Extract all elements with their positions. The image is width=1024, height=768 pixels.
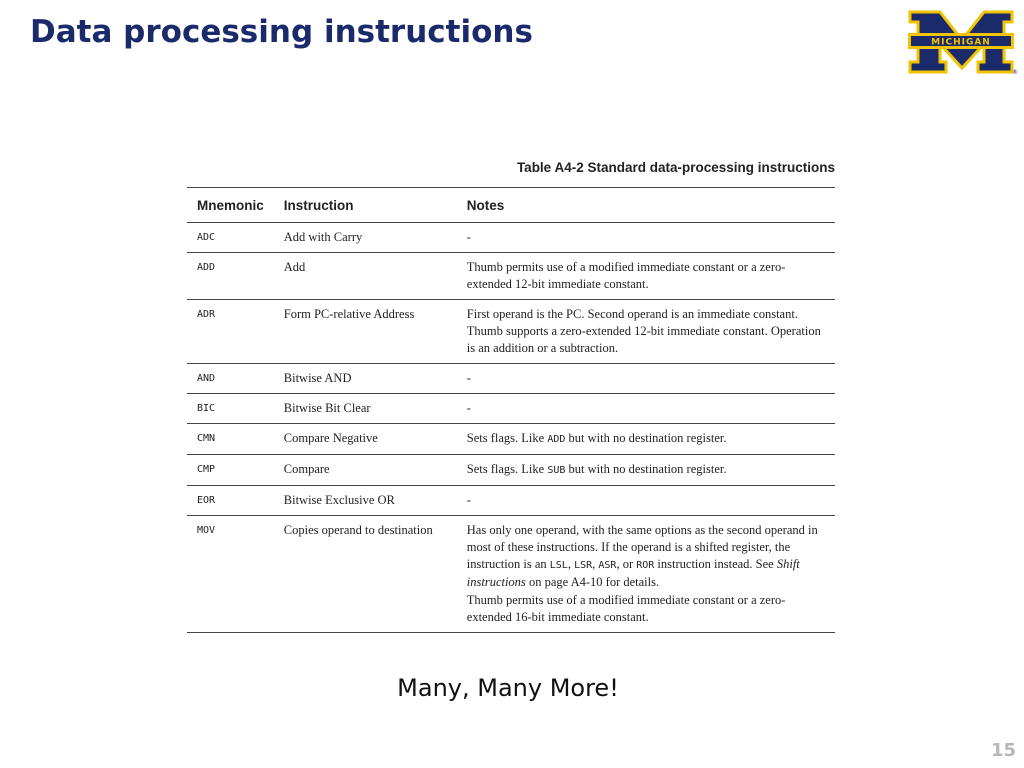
logo-registered-mark: ® [1012, 69, 1018, 76]
notes-text: , or [616, 557, 637, 571]
instruction-cell: Bitwise Bit Clear [274, 394, 457, 424]
instruction-cell: Bitwise AND [274, 364, 457, 394]
table-caption: Table A4-2 Standard data-processing instructions [516, 160, 835, 175]
table-row [187, 486, 835, 516]
notes-text: Sets flags. Like [466, 462, 548, 476]
instruction-cell: Add [274, 253, 457, 300]
mnemonic-cell: EOR [187, 486, 274, 516]
notes-text: instruction instead. See [654, 557, 777, 571]
instruction-cell: Compare [274, 455, 457, 486]
instruction-cell: Bitwise Exclusive OR [274, 486, 457, 516]
logo-text: MICHIGAN [931, 37, 991, 48]
many-more-text: Many, Many More! [397, 674, 619, 702]
notes-cell: Thumb permits use of a modified immediate constant or a zero-extended 12-bit immediate constant. [457, 253, 835, 300]
notes-cell: First operand is the PC. Second operand is an immediate constant. Thumb supports a zero-extended 12-bit immediate constant. Operation is an addition or a subtraction. [457, 300, 835, 364]
table-row [187, 364, 835, 394]
notes-text: , [567, 557, 575, 571]
instruction-cell: Form PC-relative Address [274, 300, 457, 364]
block-m-logo [906, 10, 1018, 76]
notes-text: but with no destination register. [565, 462, 727, 476]
mnemonic-cell: AND [187, 364, 274, 394]
notes-text: on page A4-10 for details. [525, 575, 660, 589]
notes-code: ADD [547, 434, 566, 445]
table-row [187, 516, 835, 633]
table-row [187, 394, 835, 424]
table-row [187, 223, 835, 253]
notes-code: ASR [598, 560, 617, 571]
notes-cell [457, 516, 835, 633]
notes-code: LSR [574, 560, 593, 571]
slide-title: Data processing instructions [30, 14, 533, 50]
notes-cell: - [457, 486, 835, 516]
notes-text: Sets flags. Like [466, 431, 548, 445]
notes-cell: - [457, 223, 835, 253]
table-row [187, 424, 835, 455]
notes-paragraph [467, 522, 825, 591]
notes-italic: Shift instructions [466, 557, 800, 589]
mnemonic-cell: MOV [187, 516, 274, 633]
header-instruction: Instruction [274, 188, 457, 223]
notes-text: but with no destination register. [565, 431, 727, 445]
header-notes: Notes [457, 188, 835, 223]
mnemonic-cell: ADD [187, 253, 274, 300]
table-row [187, 455, 835, 486]
header-mnemonic: Mnemonic [187, 188, 274, 223]
instruction-cell: Copies operand to destination [274, 516, 457, 633]
notes-text: Has only one operand, with the same options as the second operand in most of these instructions. If the operand is a shifted register, the instruction is an [466, 523, 818, 571]
mnemonic-cell: BIC [187, 394, 274, 424]
table-row [187, 300, 835, 364]
notes-cell: - [457, 364, 835, 394]
notes-cell [457, 424, 835, 455]
table-row [187, 253, 835, 300]
instructions-table [187, 187, 835, 633]
mnemonic-cell: ADC [187, 223, 274, 253]
notes-text: , [592, 557, 599, 571]
notes-code: LSL [549, 560, 568, 571]
notes-code: SUB [547, 465, 566, 476]
notes-paragraph: Thumb permits use of a modified immediate constant or a zero-extended 16-bit immediate constant. [466, 593, 786, 624]
mnemonic-cell: CMN [187, 424, 274, 455]
instruction-cell: Compare Negative [274, 424, 457, 455]
notes-cell: - [457, 394, 835, 424]
notes-code: ROR [636, 560, 655, 571]
instruction-cell: Add with Carry [274, 223, 457, 253]
mnemonic-cell: ADR [187, 300, 274, 364]
notes-cell [457, 455, 835, 486]
table-header-row [187, 188, 835, 223]
mnemonic-cell: CMP [187, 455, 274, 486]
page-number: 15 [990, 740, 1016, 761]
